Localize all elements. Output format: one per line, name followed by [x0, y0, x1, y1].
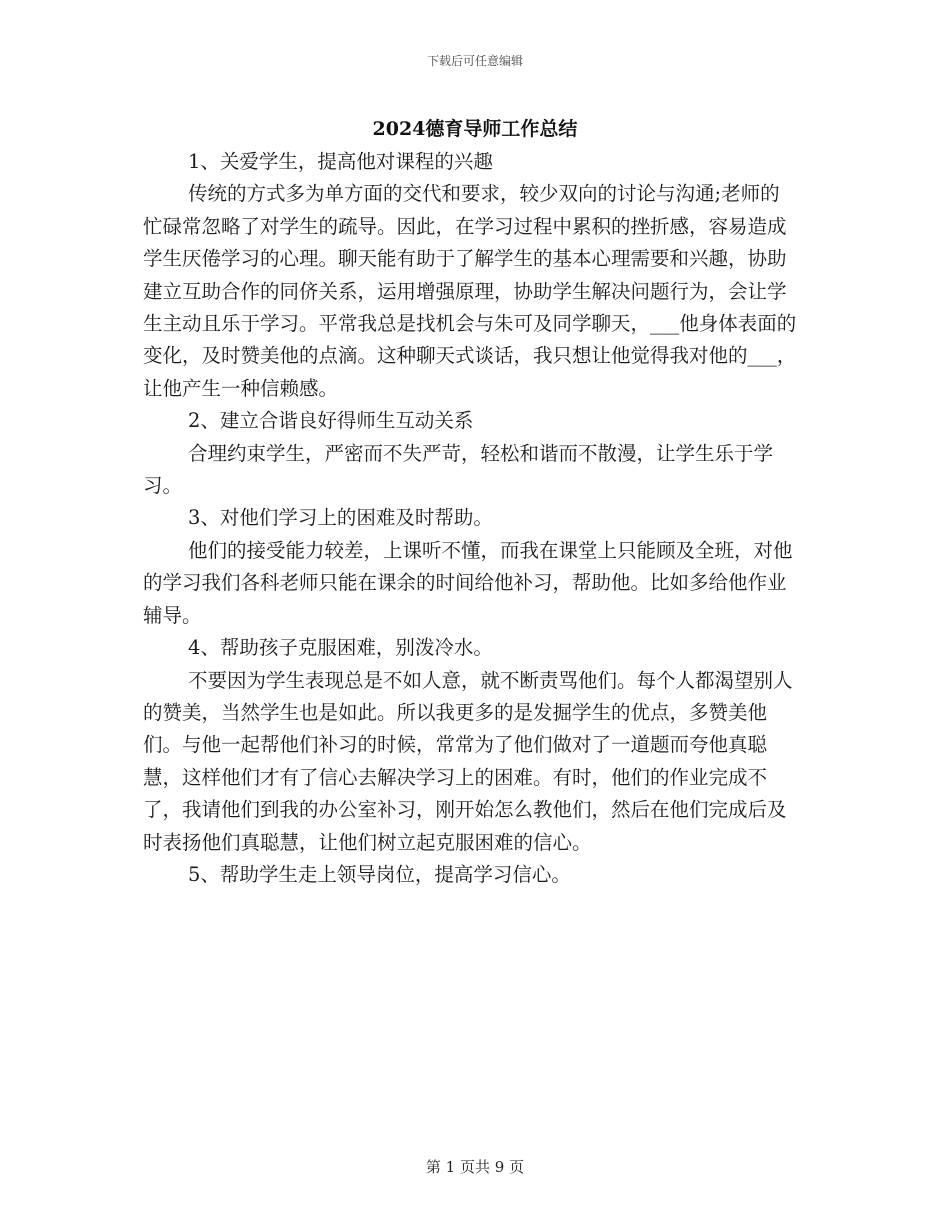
- body-paragraph-1: 传统的方式多为单方面的交代和要求，较少双向的讨论与沟通;老师的忙碌常忽略了对学生的疏导。因此，在学习过程中累积的挫折感，容易造成学生厌倦学习的心理。聊天能有助于了解学生的基本心理需要和兴趣，协助建立互助合作的同侪关系，运用增强原理，协助学生解决问题行为，会让学生主动且乐于学习。平常我总是找机会与朱可及同学聊天，___他身体表面的变化，及时赞美他的点滴。这种聊天式谈话，我只想让他觉得我对他的___，让他产生一种信赖感。: [143, 182, 797, 400]
- body-paragraph-3: 他们的接受能力较差，上课听不懂，而我在课堂上只能顾及全班，对他的学习我们各科老师只能在课余的时间给他补习，帮助他。比如多给他作业辅导。: [143, 538, 793, 627]
- section-heading-2: 2、建立合谐良好得师生互动关系: [188, 409, 474, 433]
- page-footer: 第 1 页共 9 页: [425, 1158, 525, 1176]
- body-paragraph-4: 不要因为学生表现总是不如人意，就不断责骂他们。每个人都渴望别人的赞美，当然学生也是如此。所以我更多的是发掘学生的优点，多赞美他们。与他一起帮他们补习的时候，常常为了他们做对了一道题而夸他真聪慧，这样他们才有了信心去解决学习上的困难。有时，他们的作业完成不了，我请他们到我的办公室补习，刚开始怎么教他们，然后在他们完成后及时表扬他们真聪慧，让他们树立起克服困难的信心。: [143, 668, 793, 854]
- section-heading-1: 1、关爱学生，提高他对课程的兴趣: [188, 150, 493, 173]
- section-heading-5: 5、帮助学生走上领导岗位，提高学习信心。: [188, 862, 571, 886]
- section-heading-3: 3、对他们学习上的困难及时帮助。: [188, 506, 493, 530]
- document-body: [143, 146, 799, 891]
- page-header: 下载后可任意编辑: [426, 54, 523, 68]
- document-title: 2024德育导师工作总结: [372, 118, 578, 140]
- section-heading-4: 4、帮助孩子克服困难，别泼冷水。: [188, 636, 493, 660]
- body-paragraph-2: 合理约束学生，严密而不失严苛，轻松和谐而不散漫，让学生乐于学习。: [143, 441, 774, 498]
